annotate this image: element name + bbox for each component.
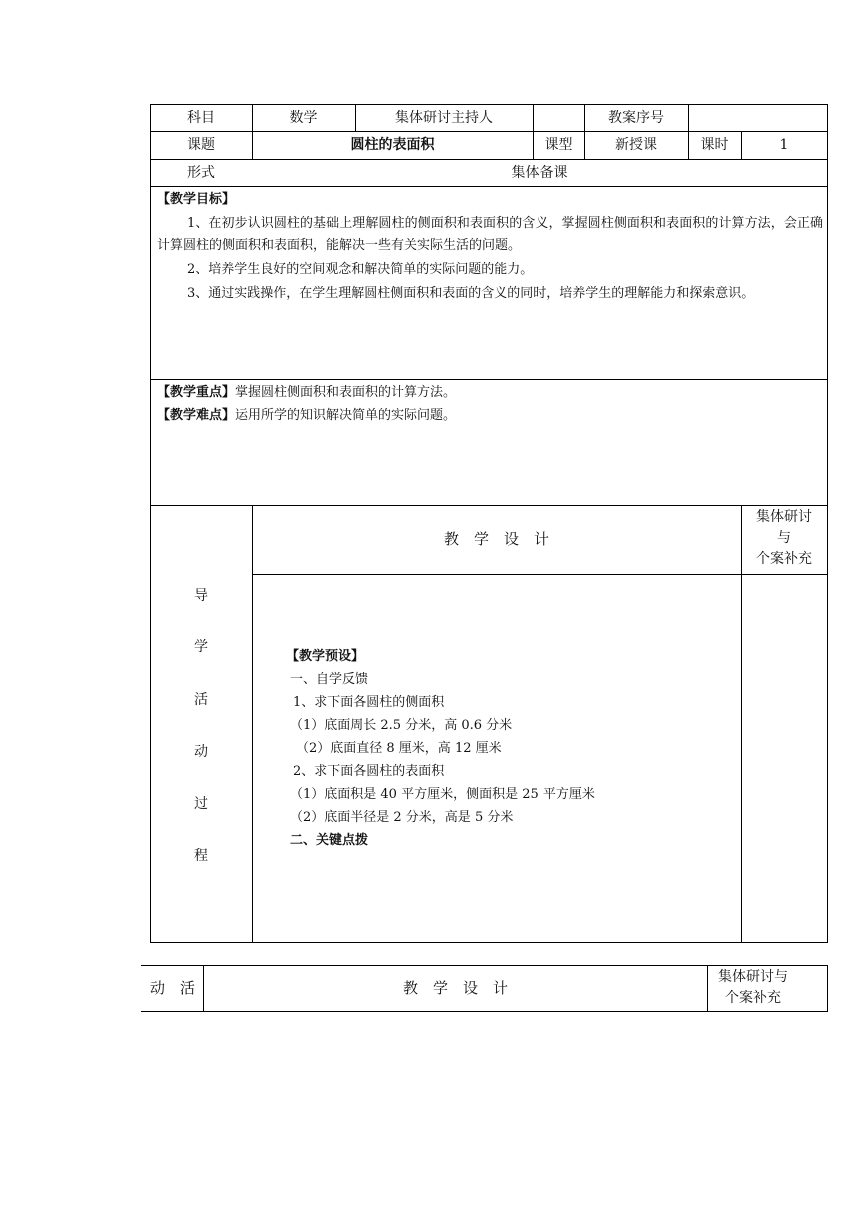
side-char-3: 活 [194, 692, 208, 708]
supplement-heading [741, 507, 827, 570]
key-point-row [157, 381, 456, 404]
section-2-title: 二、关键点拨 [290, 833, 369, 848]
question-2-a: （1）底面积是 40 平方厘米，侧面积是 25 平方厘米 [290, 787, 595, 802]
plan-number-value [688, 104, 827, 131]
host-label: 集体研讨主持人 [395, 109, 493, 126]
topic-value: 圆柱的表面积 [350, 137, 435, 153]
form-value: 集体备课 [511, 164, 568, 181]
supplement-line-1: 集体研讨 [756, 509, 812, 525]
subject-value: 数学 [289, 109, 318, 126]
side-char-4: 动 [194, 744, 208, 760]
host-value [533, 104, 584, 131]
second-design-heading: 教 学 设 计 [402, 979, 508, 997]
lesson-type-value: 新授课 [615, 137, 657, 153]
section-1-text: 一、自学反馈 [290, 672, 369, 687]
difficult-point-row [157, 404, 456, 427]
design-heading: 教 学 设 计 [443, 530, 549, 548]
difficult-point-label: 【教学难点】 [157, 408, 236, 423]
period-value: 1 [779, 137, 789, 153]
goal-item-1: 1、在初步认识圆柱的基础上理解圆柱的侧面积和表面积的含义，掌握圆柱侧面积和表面积的计算方法，会正确计算圆柱的侧面积和表面积，能解决一些有关实际生活的问题。 [157, 216, 823, 253]
supplement-line-2: 与 [777, 530, 791, 546]
goal-item-3: 3、通过实践操作，在学生理解圆柱侧面积和表面的含义的同时，培养学生的理解能力和探索意识。 [187, 286, 755, 301]
goals-title: 【教学目标】 [157, 192, 236, 207]
question-2: 2、求下面各圆柱的表面积 [293, 764, 445, 779]
period-label: 课时 [700, 137, 729, 153]
lesson-type-label: 课型 [544, 137, 573, 153]
question-1: 1、求下面各圆柱的侧面积 [293, 695, 445, 710]
side-char-5: 过 [194, 796, 208, 812]
plan-number-label: 教案序号 [608, 109, 664, 126]
side-char-2: 学 [194, 639, 208, 655]
question-2-b: （2）底面半径是 2 分米，高是 5 分米 [290, 810, 514, 825]
key-point-text: 掌握圆柱侧面积和表面积的计算方法。 [235, 385, 457, 400]
second-supplement-line-1: 集体研讨与 [718, 969, 788, 985]
second-side-label: 动 活 [149, 979, 195, 997]
side-char-1: 导 [194, 588, 208, 604]
side-char-6: 程 [194, 848, 208, 864]
subject-label: 科目 [187, 109, 215, 126]
question-1-b: （2）底面直径 8 厘米，高 12 厘米 [296, 741, 502, 756]
question-1-a: （1）底面周长 2.5 分米，高 0.6 分米 [290, 718, 513, 733]
topic-label: 课题 [187, 137, 215, 153]
goal-item-2: 2、培养学生良好的空间观念和解决简单的实际问题的能力。 [187, 262, 534, 277]
difficult-point-text: 运用所学的知识解决简单的实际问题。 [235, 408, 457, 423]
second-supplement-line-2: 个案补充 [725, 990, 781, 1006]
section-1-title [290, 668, 368, 691]
second-supplement-heading [707, 967, 799, 1009]
supplement-line-3: 个案补充 [756, 551, 812, 567]
key-point-label: 【教学重点】 [157, 385, 236, 400]
form-label: 形式 [187, 164, 215, 181]
preset-title: 【教学预设】 [286, 649, 365, 664]
